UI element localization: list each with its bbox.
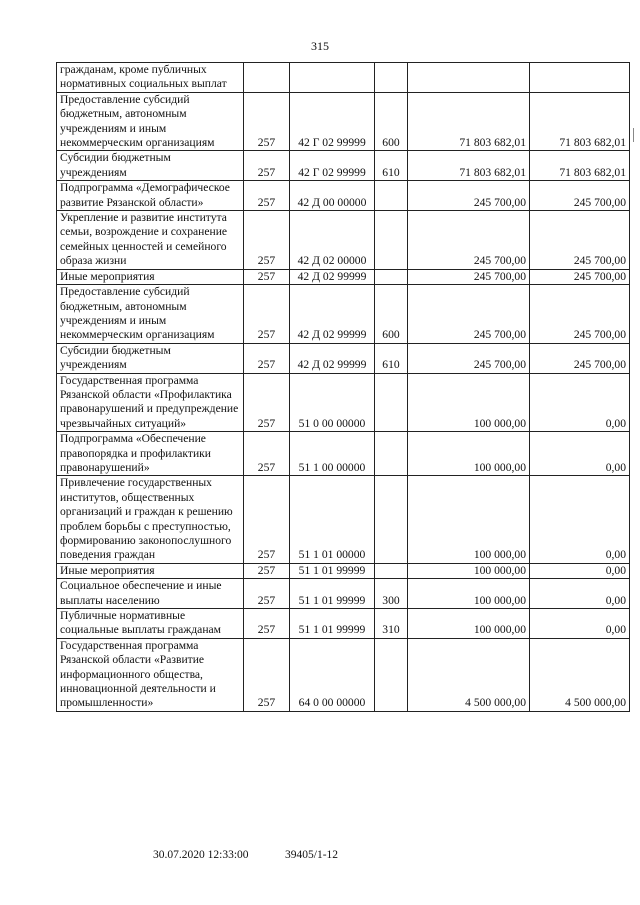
row-name: Предоставление субсидий бюджетным, автономным учреждениям и иным некоммерческим организациям bbox=[57, 92, 244, 151]
row-code: 257 bbox=[244, 343, 290, 373]
row-name: Государственная программа Рязанской области «Профилактика правонарушений и предупреждение чрезвычайных ситуаций» bbox=[57, 373, 244, 432]
table-row bbox=[57, 151, 630, 181]
row-csr: 42 Г 02 99999 bbox=[290, 151, 375, 181]
row-vr bbox=[375, 63, 408, 93]
row-vr bbox=[375, 638, 408, 711]
row-csr: 51 1 00 00000 bbox=[290, 432, 375, 476]
row-sum-1: 100 000,00 bbox=[408, 432, 530, 476]
table-row bbox=[57, 269, 630, 284]
row-name: Субсидии бюджетным учреждениям bbox=[57, 151, 244, 181]
row-vr bbox=[375, 563, 408, 578]
table-row bbox=[57, 373, 630, 432]
row-csr: 64 0 00 00000 bbox=[290, 638, 375, 711]
row-name: Иные мероприятия bbox=[57, 563, 244, 578]
table-row bbox=[57, 609, 630, 639]
row-vr bbox=[375, 373, 408, 432]
table-row bbox=[57, 476, 630, 563]
row-csr: 42 Д 00 00000 bbox=[290, 181, 375, 211]
row-sum-2: 4 500 000,00 bbox=[530, 638, 630, 711]
row-code: 257 bbox=[244, 211, 290, 270]
row-sum-1: 100 000,00 bbox=[408, 563, 530, 578]
row-code: 257 bbox=[244, 92, 290, 151]
row-code: 257 bbox=[244, 151, 290, 181]
row-vr bbox=[375, 476, 408, 563]
row-sum-1: 71 803 682,01 bbox=[408, 92, 530, 151]
row-code: 257 bbox=[244, 563, 290, 578]
table-row bbox=[57, 285, 630, 344]
row-csr: 42 Г 02 99999 bbox=[290, 92, 375, 151]
row-sum-2: 0,00 bbox=[530, 563, 630, 578]
row-vr: 610 bbox=[375, 151, 408, 181]
table-row bbox=[57, 181, 630, 211]
row-vr: 310 bbox=[375, 609, 408, 639]
row-code: 257 bbox=[244, 285, 290, 344]
row-csr: 51 1 01 99999 bbox=[290, 563, 375, 578]
row-vr: 600 bbox=[375, 92, 408, 151]
row-csr: 51 1 01 00000 bbox=[290, 476, 375, 563]
row-sum-2: 245 700,00 bbox=[530, 211, 630, 270]
row-name: Субсидии бюджетным учреждениям bbox=[57, 343, 244, 373]
row-sum-1: 245 700,00 bbox=[408, 211, 530, 270]
row-csr bbox=[290, 63, 375, 93]
row-csr: 51 1 01 99999 bbox=[290, 609, 375, 639]
row-sum-2 bbox=[530, 63, 630, 93]
row-sum-1: 245 700,00 bbox=[408, 269, 530, 284]
margin-mark bbox=[633, 128, 634, 142]
row-name: Предоставление субсидий бюджетным, автономным учреждениям и иным некоммерческим организациям bbox=[57, 285, 244, 344]
row-name: Социальное обеспечение и иные выплаты населению bbox=[57, 579, 244, 609]
row-code: 257 bbox=[244, 579, 290, 609]
row-sum-1 bbox=[408, 63, 530, 93]
row-vr bbox=[375, 211, 408, 270]
row-sum-2: 0,00 bbox=[530, 579, 630, 609]
row-sum-1: 100 000,00 bbox=[408, 609, 530, 639]
table-row bbox=[57, 211, 630, 270]
row-sum-2: 0,00 bbox=[530, 432, 630, 476]
row-csr: 42 Д 02 00000 bbox=[290, 211, 375, 270]
row-sum-2: 0,00 bbox=[530, 476, 630, 563]
row-code: 257 bbox=[244, 609, 290, 639]
row-sum-1: 71 803 682,01 bbox=[408, 151, 530, 181]
row-sum-2: 245 700,00 bbox=[530, 269, 630, 284]
row-name: Подпрограмма «Обеспечение правопорядка и профилактики правонарушений» bbox=[57, 432, 244, 476]
row-vr: 600 bbox=[375, 285, 408, 344]
row-name: Привлечение государственных институтов, общественных организаций и граждан к решению проблем борьбы с преступностью, формированию законопослушного поведения граждан bbox=[57, 476, 244, 563]
page-number: 315 bbox=[311, 39, 329, 53]
table-row bbox=[57, 563, 630, 578]
row-vr: 300 bbox=[375, 579, 408, 609]
row-sum-2: 71 803 682,01 bbox=[530, 151, 630, 181]
row-name: Иные мероприятия bbox=[57, 269, 244, 284]
row-code: 257 bbox=[244, 476, 290, 563]
footer-doc-id: 39405/1-12 bbox=[285, 849, 339, 861]
row-name: Государственная программа Рязанской области «Развитие информационного общества, инновационной деятельности и промышленности» bbox=[57, 638, 244, 711]
row-code bbox=[244, 63, 290, 93]
row-code: 257 bbox=[244, 181, 290, 211]
row-name: Публичные нормативные социальные выплаты гражданам bbox=[57, 609, 244, 639]
table-row bbox=[57, 432, 630, 476]
row-sum-2: 245 700,00 bbox=[530, 343, 630, 373]
row-name: гражданам, кроме публичных нормативных социальных выплат bbox=[57, 63, 244, 93]
row-csr: 51 1 01 99999 bbox=[290, 579, 375, 609]
table-row bbox=[57, 638, 630, 711]
table-row bbox=[57, 92, 630, 151]
row-sum-1: 100 000,00 bbox=[408, 579, 530, 609]
row-sum-2: 245 700,00 bbox=[530, 285, 630, 344]
row-code: 257 bbox=[244, 269, 290, 284]
footer-date: 30.07.2020 12:33:00 bbox=[153, 849, 249, 861]
row-sum-1: 245 700,00 bbox=[408, 181, 530, 211]
row-sum-1: 4 500 000,00 bbox=[408, 638, 530, 711]
row-name: Укрепление и развитие института семьи, возрождение и сохранение семейных ценностей и семейного образа жизни bbox=[57, 211, 244, 270]
row-sum-2: 0,00 bbox=[530, 609, 630, 639]
row-vr bbox=[375, 181, 408, 211]
table-row bbox=[57, 579, 630, 609]
row-sum-2: 245 700,00 bbox=[530, 181, 630, 211]
row-vr bbox=[375, 432, 408, 476]
row-sum-1: 245 700,00 bbox=[408, 285, 530, 344]
table-row bbox=[57, 63, 630, 93]
row-csr: 42 Д 02 99999 bbox=[290, 269, 375, 284]
row-code: 257 bbox=[244, 432, 290, 476]
table-row bbox=[57, 343, 630, 373]
row-csr: 51 0 00 00000 bbox=[290, 373, 375, 432]
row-vr: 610 bbox=[375, 343, 408, 373]
row-sum-2: 71 803 682,01 bbox=[530, 92, 630, 151]
row-vr bbox=[375, 269, 408, 284]
row-csr: 42 Д 02 99999 bbox=[290, 343, 375, 373]
row-name: Подпрограмма «Демографическое развитие Рязанской области» bbox=[57, 181, 244, 211]
row-sum-1: 100 000,00 bbox=[408, 476, 530, 563]
budget-table bbox=[56, 62, 630, 712]
row-code: 257 bbox=[244, 638, 290, 711]
row-code: 257 bbox=[244, 373, 290, 432]
row-sum-1: 245 700,00 bbox=[408, 343, 530, 373]
row-sum-1: 100 000,00 bbox=[408, 373, 530, 432]
row-sum-2: 0,00 bbox=[530, 373, 630, 432]
row-csr: 42 Д 02 99999 bbox=[290, 285, 375, 344]
